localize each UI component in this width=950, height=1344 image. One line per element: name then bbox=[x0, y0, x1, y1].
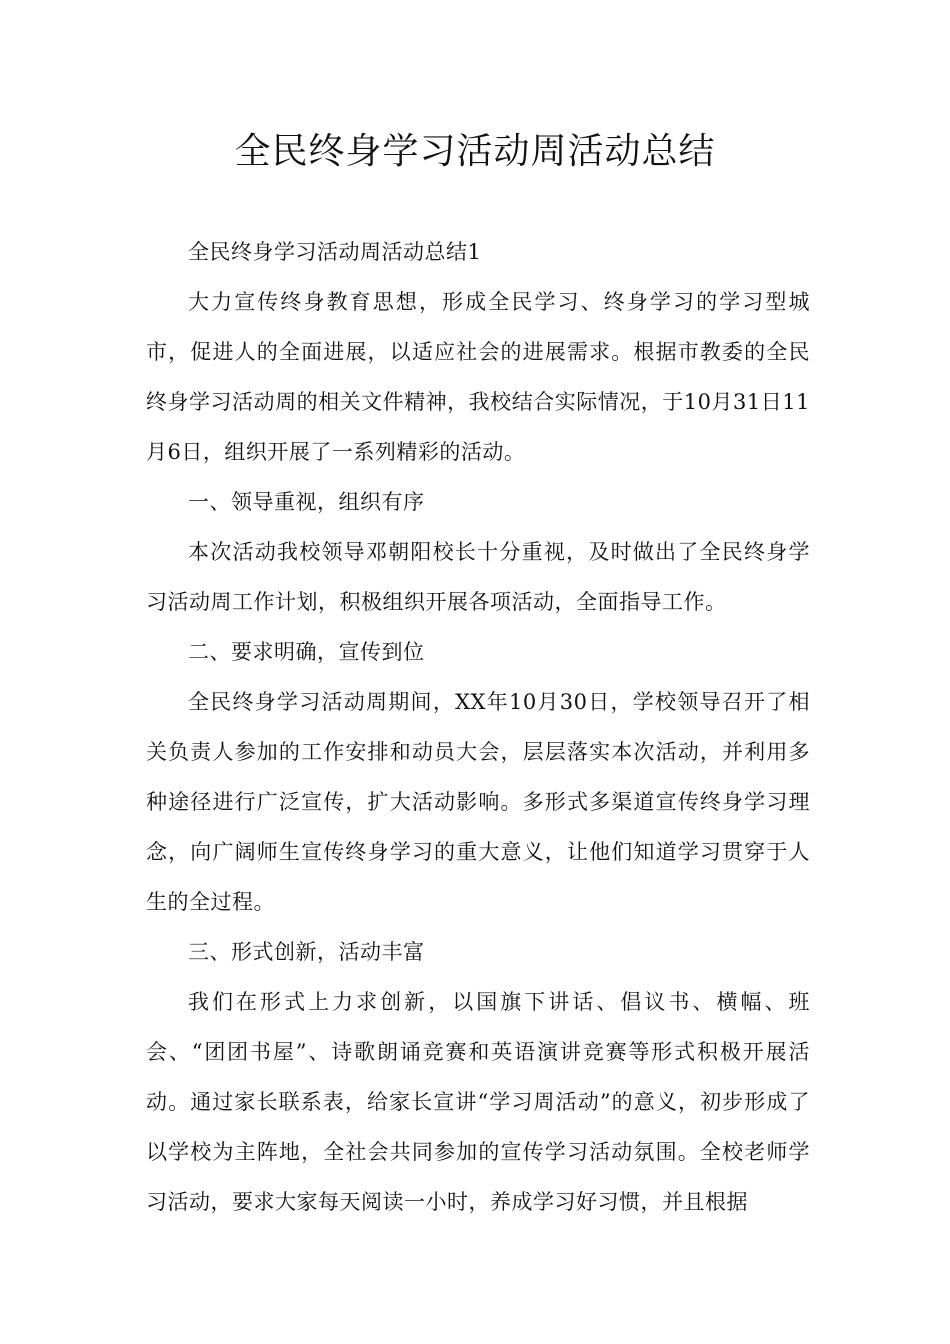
document-body bbox=[146, 227, 810, 1227]
section-heading-3: 三、形式创新，活动丰富 bbox=[188, 940, 425, 964]
subtitle-paragraph: 全民终身学习活动周活动总结1 bbox=[188, 240, 482, 264]
section-heading-1: 一、领导重视，组织有序 bbox=[188, 490, 425, 514]
section-paragraph-1: 本次活动我校领导邓朝阳校长十分重视，及时做出了全民终身学习活动周工作计划，积极组织开展各项活动，全面指导工作。 bbox=[146, 540, 810, 614]
section-paragraph-3: 我们在形式上力求创新，以国旗下讲话、倡议书、横幅、班会、“团团书屋”、诗歌朗诵竞赛和英语演讲竞赛等形式积极开展活动。通过家长联系表，给家长宣讲“学习周活动”的意义，初步形成了以学校为主阵地，全社会共同参加的宣传学习活动氛围。全校老师学习活动，要求大家每天阅读一小时，养成学习好习惯，并且根据 bbox=[146, 990, 810, 1214]
section-heading-2: 二、要求明确，宣传到位 bbox=[188, 640, 425, 664]
section-paragraph-2: 全民终身学习活动周期间，XX年10月30日，学校领导召开了相关负责人参加的工作安排和动员大会，层层落实本次活动，并利用多种途径进行广泛宣传，扩大活动影响。多形式多渠道宣传终身学习理念，向广阔师生宣传终身学习的重大意义，让他们知道学习贯穿于人生的全过程。 bbox=[146, 690, 810, 914]
document-title: 全民终身学习活动周活动总结 bbox=[234, 131, 716, 172]
intro-paragraph: 大力宣传终身教育思想，形成全民学习、终身学习的学习型城市，促进人的全面进展，以适应社会的进展需求。根据市教委的全民终身学习活动周的相关文件精神，我校结合实际情况，于10月31日11月6日，组织开展了一系列精彩的活动。 bbox=[146, 290, 810, 464]
